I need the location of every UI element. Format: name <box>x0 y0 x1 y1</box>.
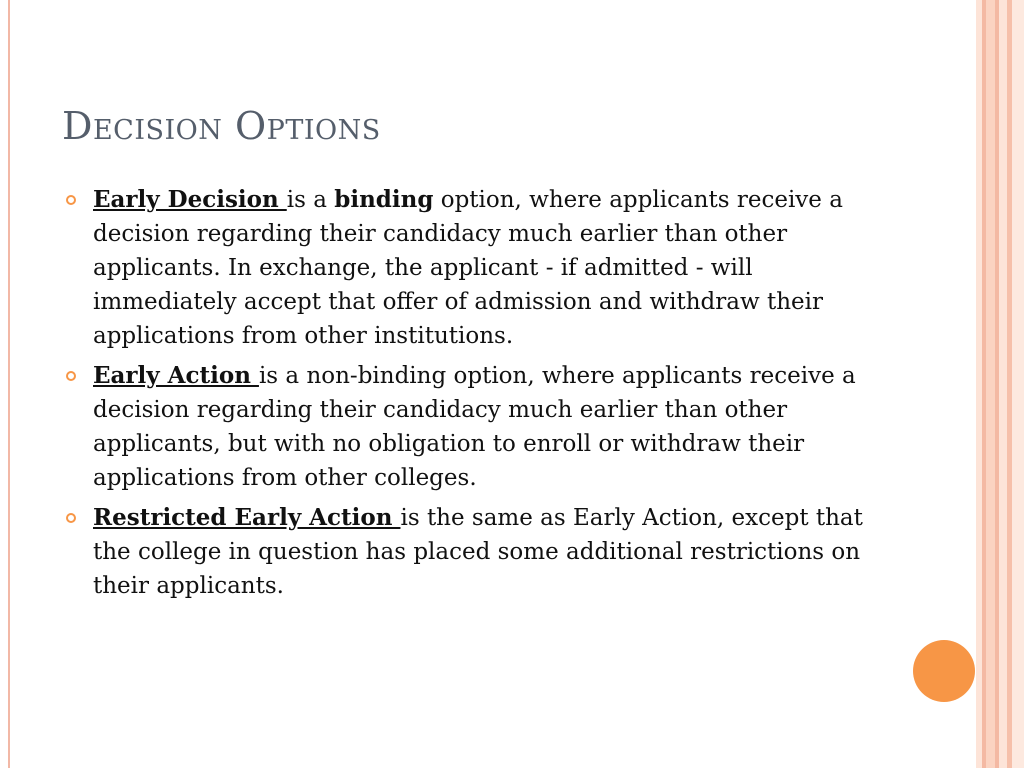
bold-word-binding: binding <box>334 186 434 213</box>
stripe <box>999 0 1007 768</box>
bullet-early-decision <box>64 183 864 353</box>
stripe <box>1012 0 1024 768</box>
bullet-text: option, where applicants receive a decision regarding their candidacy much earlier than other applicants. In exchange, the applicant - if admitted - will immediately accept that offer of admission and withdraw their applications from other institutions. <box>93 187 843 349</box>
left-frame-line <box>8 0 10 768</box>
decorative-circle <box>913 640 975 702</box>
ring-bullet-icon <box>66 195 76 205</box>
bullet-text: is the same as Early Action, except that the college in question has placed some additional restrictions on their applicants. <box>93 505 863 599</box>
bullet-text: is a non-binding option, where applicants receive a decision regarding their candidacy much earlier than other applicants, but with no obligation to enroll or withdraw their applications from other colleges. <box>93 363 856 491</box>
right-decorative-stripes <box>976 0 1024 768</box>
bullet-early-action <box>64 359 864 495</box>
bullet-text: is a <box>286 187 335 213</box>
term-early-action: Early Action <box>93 362 259 389</box>
ring-bullet-icon <box>66 371 76 381</box>
term-restricted-early-action: Restricted Early Action <box>93 504 401 531</box>
term-early-decision: Early Decision <box>93 186 287 213</box>
slide-title: Decision Options <box>62 104 381 148</box>
ring-bullet-icon <box>66 513 76 523</box>
bullet-restricted-early-action <box>64 501 864 603</box>
stripe <box>986 0 995 768</box>
bullet-list <box>64 183 864 609</box>
